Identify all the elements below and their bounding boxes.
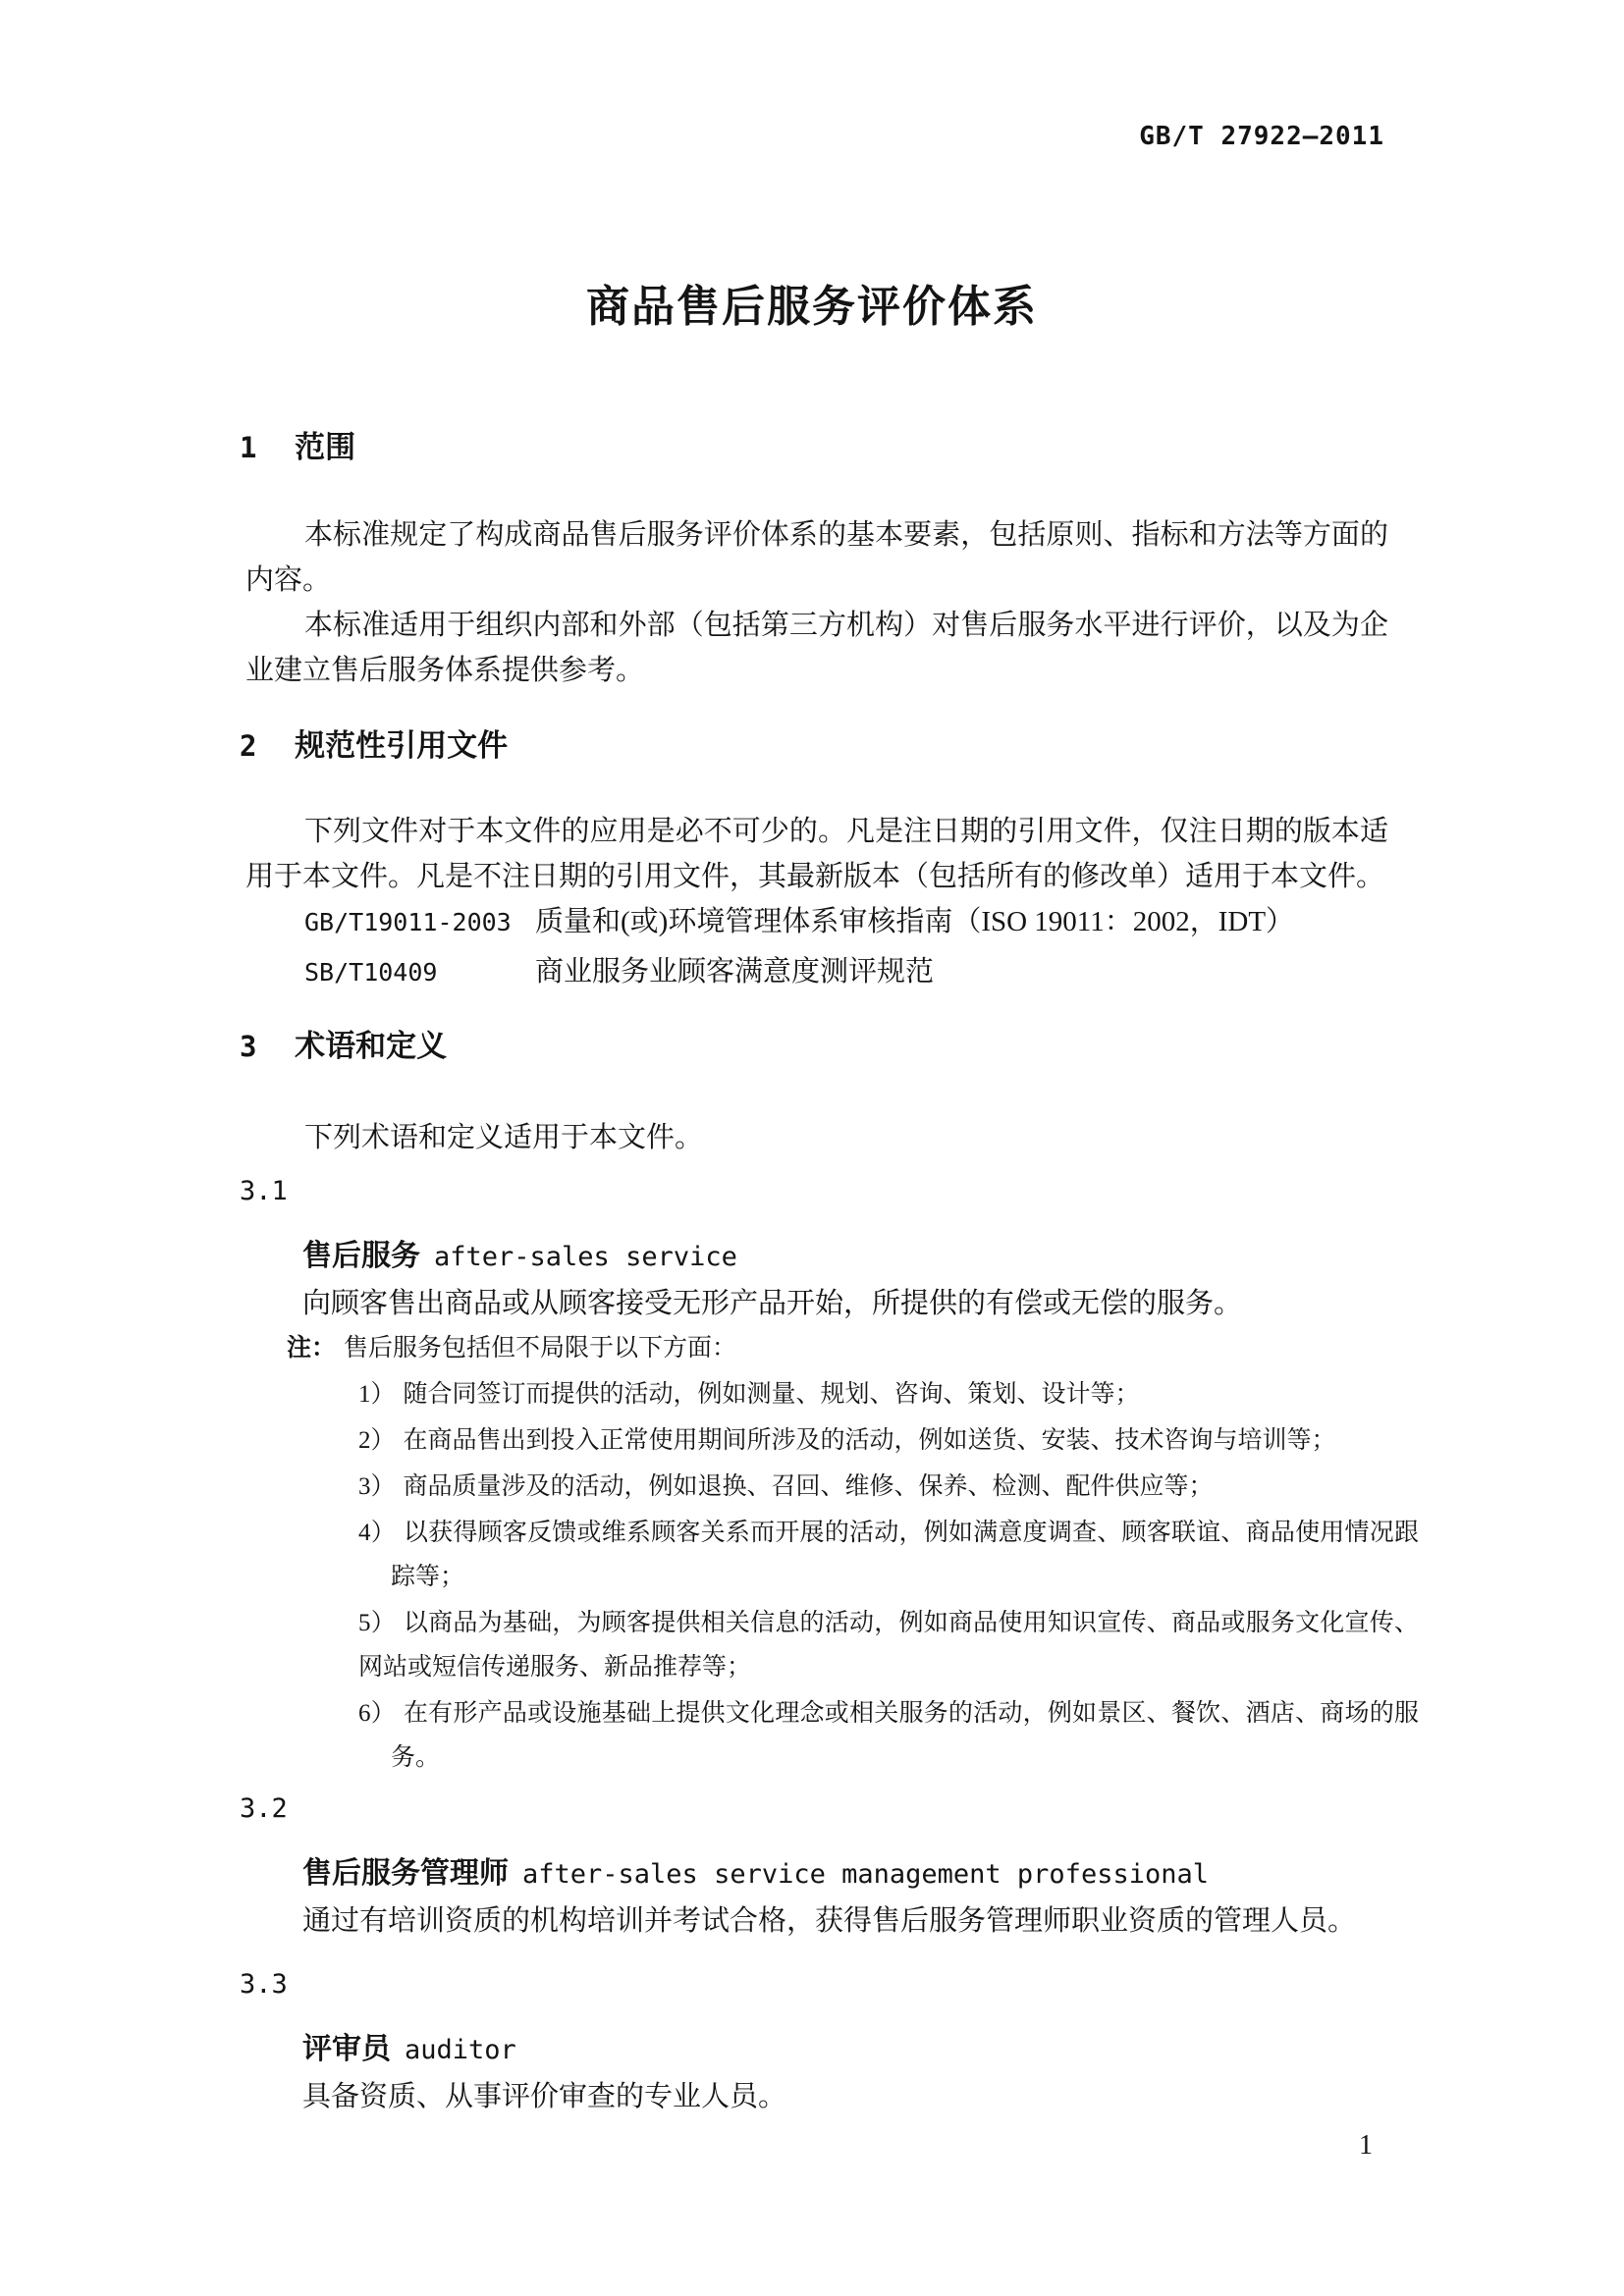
term-3-2-english: after-sales service management professional (522, 1859, 1209, 1890)
note-item-text: 随合同签订而提供的活动，例如测量、规划、咨询、策划、设计等； (403, 1381, 1140, 1408)
term-3-3-line (302, 2030, 1384, 2074)
section-2-number: 2 (240, 729, 257, 763)
note-item-text: 以获得顾客反馈或维系顾客关系而开展的活动，例如满意度调查、顾客联谊、商品使用情况跟踪等； (391, 1520, 1419, 1590)
note-item-5 (358, 1601, 1419, 1689)
reference-item (304, 899, 1384, 949)
section-1-number: 1 (240, 431, 257, 464)
note-item-number: 4） (358, 1520, 396, 1546)
term-3-1-english: after-sales service (434, 1242, 737, 1272)
term-3-2-chinese: 售后服务管理师 (302, 1857, 509, 1890)
term-3-2-number: 3.2 (240, 1793, 288, 1824)
term-3-3-chinese: 评审员 (302, 2033, 391, 2065)
note-item-text: 商品质量涉及的活动，例如退换、召回、维修、保养、检测、配件供应等； (403, 1473, 1214, 1500)
document-body (0, 430, 1624, 2119)
standard-code: GB/T 27922—2011 (1139, 122, 1384, 151)
note-item-text: 以商品为基础，为顾客提供相关信息的活动，例如商品使用知识宣传、商品或服务文化宣传、网站或短信传递服务、新品推荐等； (358, 1610, 1419, 1681)
page-title: 商品售后服务评价体系 (586, 283, 1038, 331)
section-1-heading (240, 430, 1384, 465)
terms-intro: 下列术语和定义适用于本文件。 (304, 1122, 704, 1153)
note-item-6 (358, 1691, 1419, 1780)
term-3-2-line (302, 1854, 1384, 1898)
note-item-text: 在商品售出到投入正常使用期间所涉及的活动，例如送货、安装、技术咨询与培训等； (403, 1427, 1336, 1454)
note-item-number: 5） (358, 1610, 396, 1636)
term-3-1-line (302, 1237, 1384, 1281)
note-item-3 (358, 1465, 1419, 1509)
reference-item (304, 949, 1384, 999)
section-3-title: 术语和定义 (295, 1029, 448, 1063)
section-2-title: 规范性引用文件 (295, 728, 509, 763)
reference-description: 质量和(或)环境管理体系审核指南（ISO 19011：2002，IDT） (535, 906, 1295, 937)
section-3-number: 3 (240, 1030, 257, 1063)
term-3-1-number: 3.1 (240, 1176, 288, 1206)
scope-paragraph-2: 本标准适用于组织内部和外部（包括第三方机构）对售后服务水平进行评价，以及为企业建立售后服务体系提供参考。 (245, 610, 1388, 686)
term-3-3-number: 3.3 (240, 1969, 288, 2000)
note-heading (287, 1326, 1384, 1370)
note-item-number: 6） (358, 1700, 396, 1727)
note-item-list (358, 1372, 1419, 1780)
note-item-2 (358, 1418, 1419, 1463)
note-item-number: 3） (358, 1473, 396, 1500)
term-3-2-definition: 通过有培训资质的机构培训并考试合格，获得售后服务管理师职业资质的管理人员。 (302, 1905, 1357, 1937)
section-1-title: 范围 (295, 430, 356, 464)
scope-paragraph-1: 本标准规定了构成商品售后服务评价体系的基本要素，包括原则、指标和方法等方面的内容。 (245, 519, 1388, 596)
term-3-3-english: auditor (405, 2035, 516, 2065)
note-label: 注： (287, 1334, 337, 1362)
note-item-number: 2） (358, 1427, 396, 1454)
term-3-1-chinese: 售后服务 (302, 1240, 420, 1272)
note-item-text: 在有形产品或设施基础上提供文化理念或相关服务的活动，例如景区、餐饮、酒店、商场的服务。 (391, 1700, 1419, 1771)
reference-description: 商业服务业顾客满意度测评规范 (535, 956, 935, 988)
reference-code: SB/T10409 (304, 958, 438, 987)
section-3-heading (240, 1029, 1384, 1064)
reference-list (304, 899, 1384, 999)
note-item-4 (358, 1511, 1419, 1599)
note-text: 售后服务包括但不局限于以下方面： (344, 1335, 737, 1362)
note-item-number: 1） (358, 1381, 396, 1408)
references-paragraph: 下列文件对于本文件的应用是必不可少的。凡是注日期的引用文件，仅注日期的版本适用于本文件。凡是不注日期的引用文件，其最新版本（包括所有的修改单）适用于本文件。 (245, 816, 1388, 892)
section-2-heading (240, 728, 1384, 764)
page-number: 1 (1359, 2130, 1373, 2161)
term-3-1-definition: 向顾客售出商品或从顾客接受无形产品开始，所提供的有偿或无偿的服务。 (302, 1288, 1243, 1319)
reference-code: GB/T19011-2003 (304, 908, 512, 936)
term-3-3-definition: 具备资质、从事评价审查的专业人员。 (302, 2081, 787, 2112)
note-item-1 (358, 1372, 1419, 1416)
